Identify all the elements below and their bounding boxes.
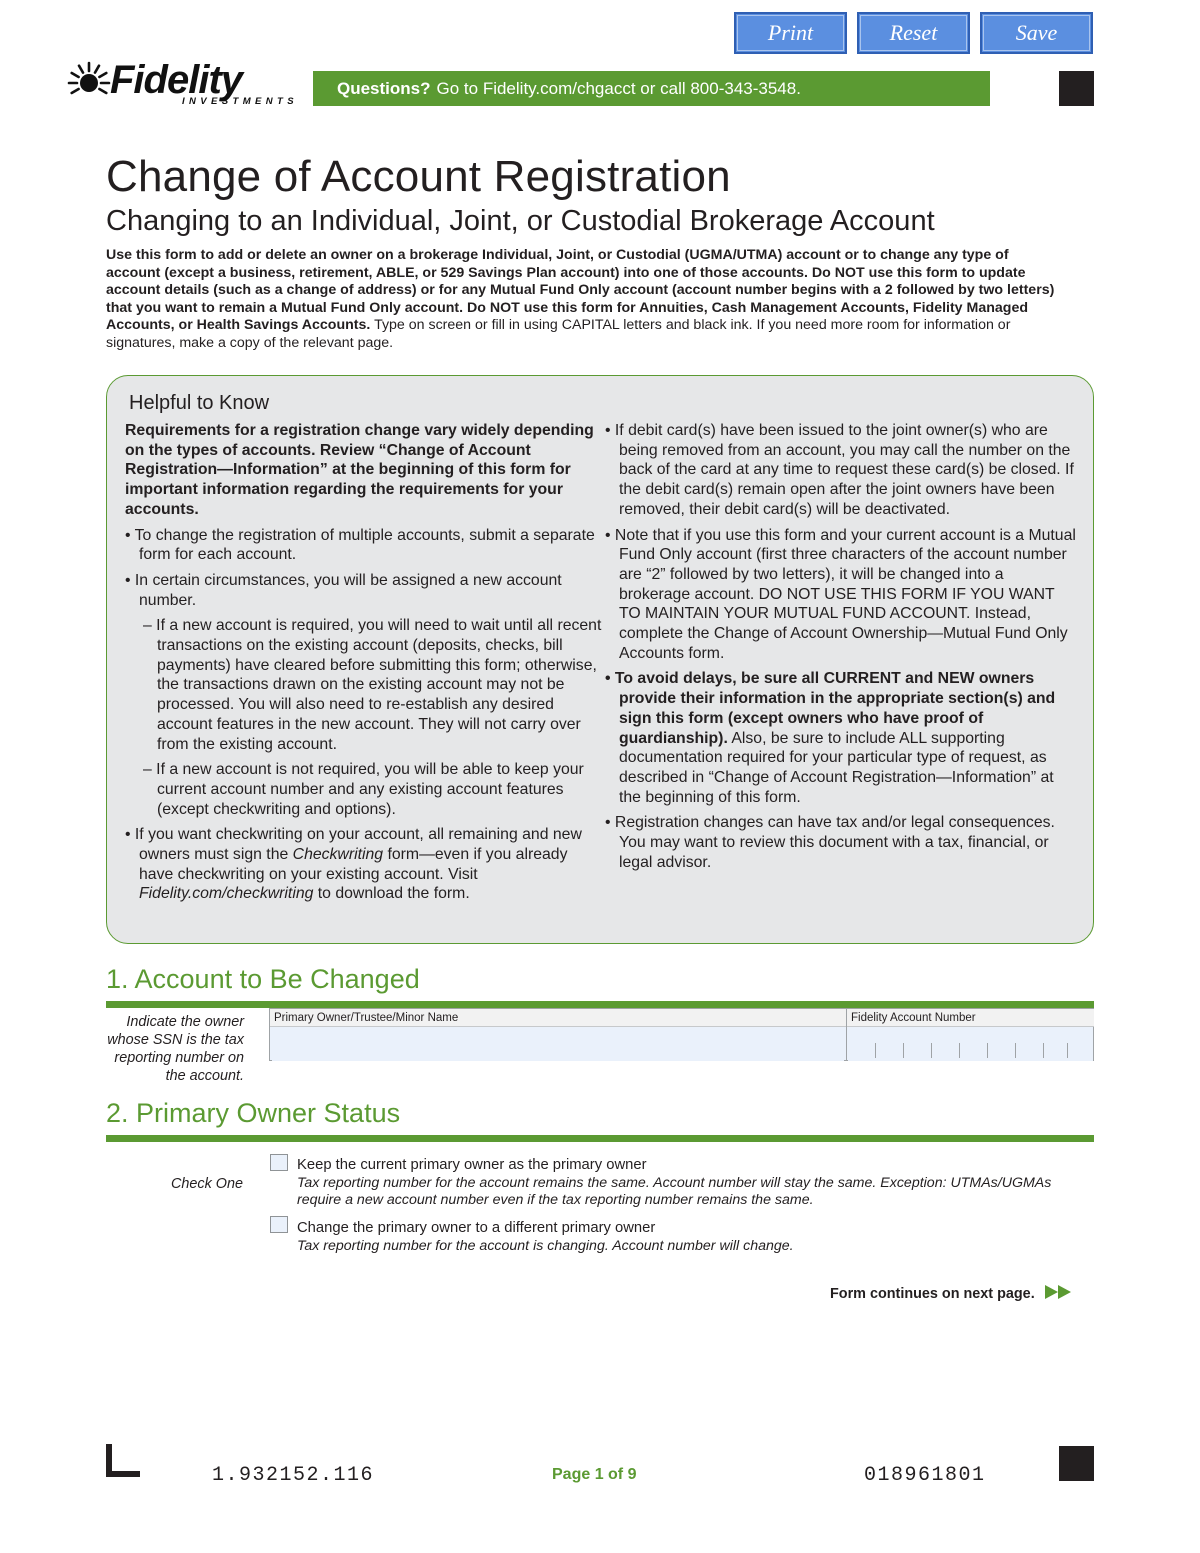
helpful-bullet	[605, 669, 1079, 807]
page-subtitle: Changing to an Individual, Joint, or Custodial Brokerage Account	[106, 205, 935, 237]
corner-crop-mark	[106, 1444, 140, 1477]
save-button[interactable]: Save	[980, 12, 1093, 54]
helpful-left-column	[125, 421, 605, 910]
logo-wordmark: Fidelity	[110, 58, 243, 102]
digit-tick	[1015, 1043, 1016, 1058]
helpful-subbullet: – If a new account is required, you will need to wait until all recent transactions on the existing account (deposits, checks, bill payments) have cleared before submitting this form; otherwise, the transactions drawn on the existing account may not be processed. You will also need to re-establish any desired account features in the new account. They will not carry over from the existing account.	[143, 617, 602, 753]
print-button[interactable]: Print	[734, 12, 847, 54]
helpful-lead: Requirements for a registration change vary widely depending on the types of accounts. Review “Change of Account Registration—Information” at the beginning of this form for important information regarding the requirements for your accounts.	[125, 422, 594, 518]
owner-name-input[interactable]	[272, 1027, 844, 1061]
intro-text	[106, 247, 1061, 353]
digit-tick	[1067, 1043, 1068, 1058]
form-toolbar	[734, 12, 1093, 54]
continue-text: Form continues on next page.	[830, 1286, 1035, 1302]
account-field-row	[269, 1008, 1094, 1061]
digit-tick	[931, 1043, 932, 1058]
fidelity-logo	[66, 58, 298, 110]
questions-text: Go to Fidelity.com/chgacct or call 800-343-3548.	[436, 78, 801, 98]
reset-button[interactable]: Reset	[857, 12, 970, 54]
section-2-heading: 2. Primary Owner Status	[106, 1098, 401, 1128]
section-1-note: Indicate the owner whose SSN is the tax reporting number on the account.	[107, 1014, 244, 1084]
keep-owner-desc: Tax reporting number for the account remains the same. Account number will stay the same. Exception: UTMAs/UGMAs require a new account number even if the tax reporting number remains the same.	[297, 1174, 1052, 1208]
form-continues	[830, 1285, 1071, 1303]
registration-mark	[1059, 71, 1094, 106]
checkwriting-link[interactable]: Fidelity.com/checkwriting	[139, 885, 314, 903]
helpful-bullet: • Note that if you use this form and your current account is a Mutual Fund Only account (first three characters of the account number are “2” followed by two letters), it will be changed into a brokerage account. DO NOT USE THIS FORM IF YOU WANT TO MAINTAIN YOUR MUTUAL FUND ACCOUNT. Instead, complete the Change of Account Ownership—Mutual Fund Only Accounts form.	[605, 526, 1076, 662]
helpful-bullet	[125, 825, 605, 904]
change-owner-option	[297, 1220, 1087, 1255]
starburst-icon	[66, 60, 112, 106]
text: form—even if you already have checkwriting on your existing account. Visit	[139, 846, 568, 883]
text: to download the form.	[313, 885, 470, 903]
helpful-box	[106, 375, 1094, 944]
text: • To avoid delays, be sure all CURRENT and NEW owners provide their information in the appropriate section(s) and sign this form (except owners who have proof of guardianship).	[605, 670, 1056, 747]
form-code-right: 018961801	[864, 1464, 986, 1487]
digit-tick	[959, 1043, 960, 1058]
page-number: Page 1 of 9	[552, 1466, 637, 1483]
digit-tick	[1043, 1043, 1044, 1058]
registration-mark	[1059, 1446, 1094, 1481]
form-code-left: 1.932152.116	[212, 1464, 375, 1487]
double-arrow-icon	[1045, 1285, 1071, 1303]
checkwriting-form-name: Checkwriting	[292, 846, 384, 864]
keep-owner-title: Keep the current primary owner as the primary owner	[297, 1157, 647, 1173]
change-owner-title: Change the primary owner to a different primary owner	[297, 1220, 656, 1236]
text: Also, be sure to include ALL supporting documentation required for your particular type of request, as described in “Change of Account Registration—Information” at the beginning of this form.	[619, 729, 1054, 806]
helpful-title: Helpful to Know	[129, 392, 270, 414]
digit-tick	[987, 1043, 988, 1058]
helpful-bullet: • In certain circumstances, you will be assigned a new account number.	[125, 571, 562, 609]
helpful-right-column	[605, 421, 1079, 878]
section-1-heading: 1. Account to Be Changed	[106, 964, 420, 994]
owner-name-label: Primary Owner/Trustee/Minor Name	[270, 1009, 846, 1027]
section-2-note: Check One	[171, 1176, 243, 1192]
keep-owner-checkbox[interactable]	[270, 1154, 288, 1171]
helpful-bullet: • If debit card(s) have been issued to the joint owner(s) who are being removed from an account, you may call the number on the back of the card at any time to request these card(s) be closed. If the debit card(s) remain open after the joint owners have been removed, their debit card(s) will be deactivated.	[605, 422, 1074, 518]
account-number-input[interactable]	[848, 1027, 1093, 1061]
keep-owner-option	[297, 1157, 1087, 1210]
text: • If you want checkwriting on your account, all remaining and new owners must sign the	[125, 826, 582, 864]
helpful-bullet: • To change the registration of multiple accounts, submit a separate form for each account.	[125, 526, 595, 564]
helpful-bullet: • Registration changes can have tax and/or legal consequences. You may want to review this document with a tax, financial, or legal advisor.	[605, 814, 1055, 871]
questions-label: Questions?	[337, 78, 431, 98]
change-owner-desc: Tax reporting number for the account is changing. Account number will change.	[297, 1237, 794, 1254]
account-number-label: Fidelity Account Number	[847, 1009, 1094, 1027]
digit-tick	[903, 1043, 904, 1058]
page-title: Change of Account Registration	[106, 152, 731, 201]
digit-tick	[875, 1043, 876, 1058]
helpful-subbullet: – If a new account is not required, you will be able to keep your current account number and any existing account features (except checkwriting and options).	[143, 761, 584, 818]
section-2-rule	[106, 1135, 1094, 1142]
change-owner-checkbox[interactable]	[270, 1216, 288, 1233]
section-1-rule	[106, 1001, 1094, 1008]
intro-normal: Type on screen or fill in using CAPITAL letters and black ink. If you need more room for information or signatures, make a copy of the relevant page.	[106, 317, 1011, 351]
logo-subtext: INVESTMENTS	[182, 96, 298, 107]
intro-bold: Use this form to add or delete an owner on a brokerage Individual, Joint, or Custodial (UGMA/UTMA) account or to change any type of account (except a business, retirement, ABLE, or 529 Savings Plan account) into one of those accounts. Do NOT use this form to update account details (such as a change of address) or for any Mutual Fund Only account (account number begins with a 2 followed by two letters) that you want to remain a Mutual Fund Only account. Do NOT use this form for Annuities, Cash Management Accounts, Fidelity Managed Accounts, or Health Savings Accounts.	[106, 247, 1055, 334]
questions-banner	[313, 71, 990, 106]
